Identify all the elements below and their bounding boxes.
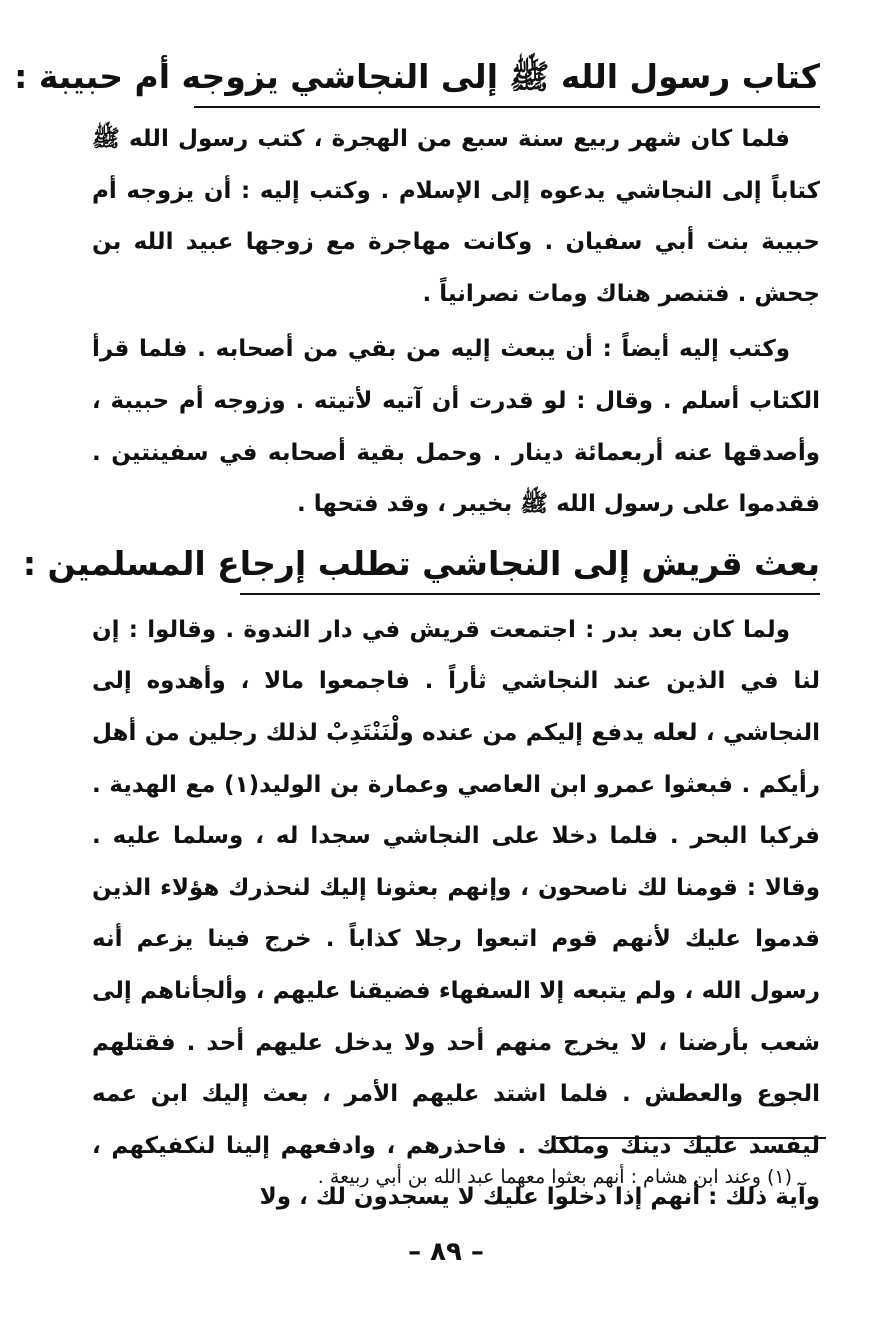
paragraph-letter-marriage: فلما كان شهر ربيع سنة سبع من الهجرة ، كتب رسول الله ﷺ كتاباً إلى النجاشي يدعوه إلى الإسلام . وكتب إليه : أن يزوجه أم حبيبة بنت أبي سفيان . وكانت مهاجرة مع زوجها عبيد الله بن جحش . فتنصر هناك ومات نصرانياً . [92, 126, 820, 307]
page-number: – ٨٩ – [408, 1237, 484, 1267]
section-heading-quraysh-delegation: بعث قريش إلى النجاشي تطلب إرجاع المسلمين : [240, 539, 820, 595]
section-heading-najashi-marriage: كتاب رسول الله ﷺ إلى النجاشي يزوجه أم حبيبة : [194, 52, 820, 108]
paragraph-companions-return: وكتب إليه أيضاً : أن يبعث إليه من بقي من أصحابه . فلما قرأ الكتاب أسلم . وقال : لو قدرت أن آتيه لأتيته . وزوجه أم حبيبة ، وأصدقها عنه أربعمائة دينار . وحمل بقية أصحابه في سفينتين . فقدموا على رسول الله ﷺ بخيبر ، وقد فتحها . [92, 336, 820, 518]
page-body [14, 52, 821, 1224]
footnote: (١) وعند ابن هشام : أنهم بعثوا معهما عبد الله بن أبي ربيعة . [317, 1166, 792, 1188]
paragraph-quraysh-delegation: ولما كان بعد بدر : اجتمعت قريش في دار الندوة . وقالوا : إن لنا في الذين عند النجاشي ثأراً . فاجمعوا مالا ، وأهدوه إلى النجاشي ، لعله يدفع إليكم من عنده ولْنَنْتَدِبْ لذلك رجلين من أهل رأيكم . فبعثوا عمرو ابن العاصي وعمارة بن الوليد(١) مع الهدية . فركبا البحر . فلما دخلا على النجاشي سجدا له ، وسلما عليه . وقالا : قومنا لك ناصحون ، وإنهم بعثونا إليك لنحذرك هؤلاء الذين قدموا عليك لأنهم قوم اتبعوا رجلا كذاباً . خرج فينا يزعم أنه رسول الله ، ولم يتبعه إلا السفهاء فضيقنا عليهم ، وألجأناهم إلى شعب بأرضنا ، لا يخرج منهم أحد ولا يدخل عليهم أحد . فقتلهم الجوع والعطش . فلما اشتد عليهم الأمر ، بعث إليك ابن عمه ليفسد عليك دينك وملكك . فاحذرهم ، وادفعهم إلينا لنكفيكهم ، وآية ذلك : أنهم إذا دخلوا عليك لا يسجدون لك ، ولا [92, 616, 821, 1211]
footnote-separator [556, 1137, 826, 1139]
